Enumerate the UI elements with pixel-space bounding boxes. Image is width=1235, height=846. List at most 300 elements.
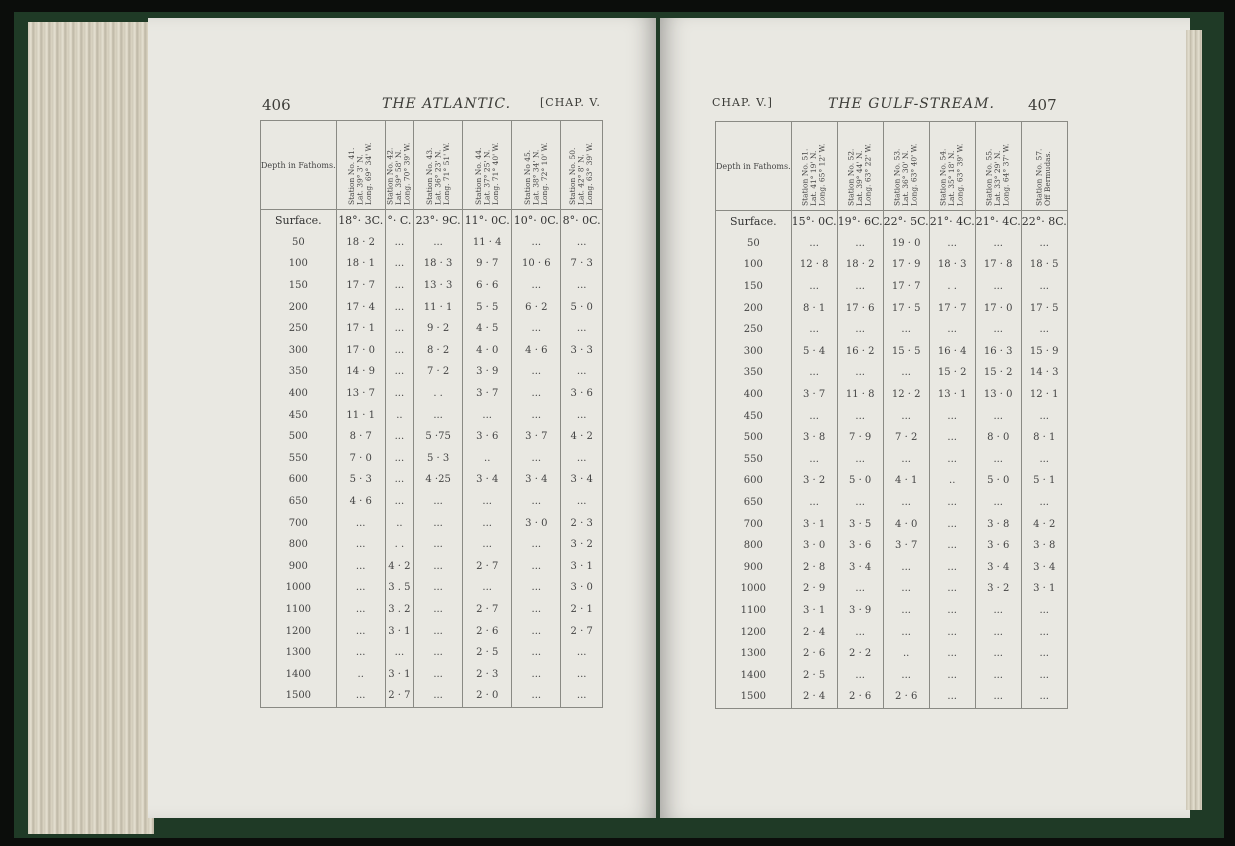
depth-cell: 250	[261, 318, 337, 340]
table-row	[261, 361, 603, 383]
temperature-cell: ...	[929, 600, 975, 622]
temperature-cell: ...	[791, 276, 837, 298]
depth-cell: 350	[261, 361, 337, 383]
temperature-cell: 3 · 1	[385, 620, 413, 642]
temperature-cell: 2 · 6	[837, 686, 883, 708]
station-column-header	[512, 121, 561, 210]
temperature-cell: 9 · 7	[463, 253, 512, 275]
temperature-cell: 4 · 6	[336, 491, 385, 513]
depth-cell: 800	[716, 535, 792, 557]
temperature-cell: 2 · 2	[837, 643, 883, 665]
table-row	[716, 664, 1068, 686]
station-column-header	[883, 122, 929, 211]
table-row	[261, 620, 603, 642]
temperature-cell: 19 · 0	[883, 233, 929, 255]
temperature-cell: 3 · 4	[837, 557, 883, 579]
table-row	[261, 318, 603, 340]
temperature-cell: 9 · 2	[414, 318, 463, 340]
table-row	[261, 210, 603, 232]
temperature-cell: ...	[975, 276, 1021, 298]
temperature-cell: ...	[975, 492, 1021, 514]
temperature-cell: 4 · 2	[1021, 513, 1067, 535]
temperature-cell: ...	[463, 512, 512, 534]
temperature-cell: 19°· 6C.	[837, 211, 883, 233]
temperature-cell: ...	[336, 620, 385, 642]
temperature-cell: 17 · 0	[336, 340, 385, 362]
temperature-cell: ...	[1021, 449, 1067, 471]
table-row	[716, 276, 1068, 298]
left-running-title: THE ATLANTIC.	[382, 96, 512, 112]
temperature-cell: 11°· 0C.	[463, 210, 512, 232]
temperature-cell: 3 · 1	[1021, 578, 1067, 600]
station-header-line: Lat. 41° 19' N.	[808, 150, 818, 206]
temperature-cell: ...	[385, 361, 413, 383]
temperature-cell: 10 · 6	[512, 253, 561, 275]
temperature-cell: ...	[463, 577, 512, 599]
temperature-cell: ...	[929, 535, 975, 557]
table-row	[261, 491, 603, 513]
temperature-cell: 18 · 1	[336, 253, 385, 275]
depth-cell: 150	[716, 276, 792, 298]
temperature-cell: 3 · 1	[791, 513, 837, 535]
station-header-line: Long. 63° 40' W.	[909, 143, 919, 206]
temperature-cell: ...	[883, 492, 929, 514]
temperature-cell: 17 · 8	[975, 254, 1021, 276]
depth-cell: 500	[261, 426, 337, 448]
depth-cell: 800	[261, 534, 337, 556]
temperature-cell: ...	[512, 448, 561, 470]
temperature-cell: 7 · 9	[837, 427, 883, 449]
station-header-line: Station No. 54.	[938, 148, 948, 206]
temperature-cell: 17 · 0	[975, 297, 1021, 319]
station-header-line: Long. 72° 10' W.	[539, 142, 549, 205]
station-column-header	[837, 122, 883, 211]
station-header-line: Long. 71° 51' W.	[441, 142, 451, 205]
table-row	[716, 643, 1068, 665]
temperature-cell: ...	[791, 233, 837, 255]
temperature-cell: 3 · 2	[561, 534, 603, 556]
table-header-row	[716, 122, 1068, 211]
station-header-line: Off Bermudas.	[1043, 151, 1053, 206]
table-row	[716, 405, 1068, 427]
temperature-cell: ...	[561, 404, 603, 426]
table-row	[716, 686, 1068, 708]
temperature-cell: 7 · 3	[561, 253, 603, 275]
temperature-cell: ...	[336, 685, 385, 707]
depth-column-header: Depth in Fathoms.	[716, 122, 792, 211]
temperature-cell: ...	[512, 404, 561, 426]
temperature-cell: ...	[336, 577, 385, 599]
temperature-cell: 16 · 2	[837, 341, 883, 363]
temperature-cell: ...	[929, 492, 975, 514]
temperature-cell: 3 · 1	[561, 556, 603, 578]
table-row	[716, 362, 1068, 384]
table-row	[261, 469, 603, 491]
temperature-cell: ...	[561, 361, 603, 383]
station-header-line: Lat. 39° 3' N.	[355, 154, 365, 205]
temperature-cell: ...	[336, 599, 385, 621]
temperature-cell: 15 · 5	[883, 341, 929, 363]
temperature-cell: 22°· 8C.	[1021, 211, 1067, 233]
temperature-cell: 22°· 5C.	[883, 211, 929, 233]
station-header-line: Lat. 35° 18' N.	[946, 150, 956, 206]
table-row	[716, 535, 1068, 557]
temperature-cell: 17 · 7	[929, 297, 975, 319]
temperature-cell: ...	[414, 642, 463, 664]
station-column-header	[929, 122, 975, 211]
temperature-cell: 12 · 1	[1021, 384, 1067, 406]
temperature-cell: ...	[929, 449, 975, 471]
temperature-cell: 2 · 3	[561, 512, 603, 534]
station-header-line: Station No. 44.	[473, 147, 483, 205]
temperature-cell: ...	[512, 577, 561, 599]
table-row	[716, 578, 1068, 600]
temperature-cell: ...	[512, 685, 561, 707]
depth-cell: 450	[716, 405, 792, 427]
temperature-cell: ...	[837, 276, 883, 298]
depth-cell: 400	[261, 383, 337, 405]
temperature-cell: ...	[385, 642, 413, 664]
temperature-cell: 7 · 2	[414, 361, 463, 383]
depth-cell: 900	[716, 557, 792, 579]
temperature-cell: ...	[561, 685, 603, 707]
temperature-cell: 8 · 7	[336, 426, 385, 448]
temperature-cell: ...	[1021, 276, 1067, 298]
station-header-line: Station No. 57.	[1034, 148, 1044, 206]
temperature-cell: 18 · 2	[837, 254, 883, 276]
temperature-cell: ...	[414, 663, 463, 685]
temperature-cell: 4 · 1	[883, 470, 929, 492]
temperature-cell: ...	[837, 319, 883, 341]
table-row	[261, 599, 603, 621]
table-row	[716, 233, 1068, 255]
table-row	[716, 319, 1068, 341]
temperature-cell: ...	[414, 232, 463, 254]
temperature-cell: ...	[837, 449, 883, 471]
table-row	[716, 384, 1068, 406]
station-header-line: Station No. 42.	[385, 147, 395, 205]
temperature-cell: 8°· 0C.	[561, 210, 603, 232]
temperature-cell: 2 · 3	[463, 663, 512, 685]
temperature-cell: ...	[791, 492, 837, 514]
table-row	[716, 492, 1068, 514]
temperature-cell: ...	[837, 405, 883, 427]
station-header-line: Long. 71° 40' W.	[490, 142, 500, 205]
depth-cell: 50	[716, 233, 792, 255]
temperature-cell: °· C.	[385, 210, 413, 232]
temperature-cell: ...	[929, 643, 975, 665]
temperature-cell: 8 · 2	[414, 340, 463, 362]
right-page-number: 407	[1028, 96, 1057, 114]
temperature-cell: ...	[975, 405, 1021, 427]
table-row	[261, 253, 603, 275]
temperature-cell: 21°· 4C.	[929, 211, 975, 233]
temperature-cell: ...	[1021, 492, 1067, 514]
temperature-cell: . .	[385, 534, 413, 556]
table-row	[261, 275, 603, 297]
temperature-cell: ...	[791, 319, 837, 341]
temperature-cell: 3 · 0	[561, 577, 603, 599]
temperature-cell: ..	[385, 404, 413, 426]
depth-cell: 200	[261, 296, 337, 318]
depth-cell: 1500	[716, 686, 792, 708]
temperature-cell: ...	[414, 404, 463, 426]
temperature-cell: ...	[512, 599, 561, 621]
station-header-line: Station No. 41.	[346, 147, 356, 205]
depth-cell: 1100	[716, 600, 792, 622]
depth-cell: 150	[261, 275, 337, 297]
temperature-cell: 3 · 4	[1021, 557, 1067, 579]
temperature-cell: ...	[414, 685, 463, 707]
right-running-title: THE GULF-STREAM.	[828, 96, 995, 112]
temperature-cell: 3 . 2	[385, 599, 413, 621]
temperature-cell: ...	[414, 577, 463, 599]
temperature-cell: ...	[414, 599, 463, 621]
station-header-line: Long. 63° 39' W.	[955, 143, 965, 206]
temperature-cell: ...	[975, 643, 1021, 665]
station-column-header	[336, 121, 385, 210]
temperature-cell: 8 · 1	[791, 297, 837, 319]
depth-cell: 600	[261, 469, 337, 491]
temperature-cell: ...	[791, 449, 837, 471]
right-chapter-label: CHAP. V.]	[712, 96, 773, 109]
temperature-cell: ...	[336, 642, 385, 664]
temperature-cell: 2 · 6	[883, 686, 929, 708]
station-column-header	[414, 121, 463, 210]
temperature-cell: ...	[883, 449, 929, 471]
depth-cell: Surface.	[716, 211, 792, 233]
temperature-cell: ...	[929, 557, 975, 579]
table-row	[261, 685, 603, 707]
page-edges-right	[1186, 30, 1202, 810]
station-header-line: Long. 63° 39' W.	[584, 142, 594, 205]
temperature-cell: ...	[883, 405, 929, 427]
temperature-cell: 2 · 7	[463, 556, 512, 578]
temperature-cell: ...	[929, 513, 975, 535]
temperature-cell: 3 · 4	[512, 469, 561, 491]
temperature-cell: ...	[385, 253, 413, 275]
temperature-cell: 6 · 2	[512, 296, 561, 318]
table-row	[716, 470, 1068, 492]
temperature-cell: ...	[385, 469, 413, 491]
temperature-cell: ..	[929, 470, 975, 492]
temperature-cell: 17 · 5	[883, 297, 929, 319]
station-header-line: Lat. 42° 8' N.	[576, 154, 586, 205]
temperature-cell: 3 · 7	[883, 535, 929, 557]
temperature-cell: 12 · 2	[883, 384, 929, 406]
temperature-cell: 2 · 0	[463, 685, 512, 707]
temperature-cell: 3 . 5	[385, 577, 413, 599]
temperature-cell: ...	[512, 383, 561, 405]
temperature-cell: ...	[929, 664, 975, 686]
temperature-cell: 2 · 7	[385, 685, 413, 707]
temperature-cell: 2 · 5	[463, 642, 512, 664]
depth-cell: 1300	[716, 643, 792, 665]
temperature-cell: ...	[385, 383, 413, 405]
temperature-cell: 3 · 6	[463, 426, 512, 448]
temperature-cell: 5 ·75	[414, 426, 463, 448]
temperature-cell: 5 · 0	[837, 470, 883, 492]
temperature-cell: ...	[336, 512, 385, 534]
temperature-cell: 2 · 1	[561, 599, 603, 621]
temperature-cell: ...	[929, 621, 975, 643]
table-row	[716, 254, 1068, 276]
table-row	[716, 600, 1068, 622]
temperature-cell: 12 · 8	[791, 254, 837, 276]
temperature-cell: ...	[561, 491, 603, 513]
temperature-cell: ...	[561, 663, 603, 685]
temperature-cell: ...	[1021, 643, 1067, 665]
temperature-cell: ..	[385, 512, 413, 534]
temperature-cell: ...	[512, 620, 561, 642]
temperature-cell: 4 · 0	[883, 513, 929, 535]
temperature-cell: ...	[512, 663, 561, 685]
temperature-cell: 14 · 9	[336, 361, 385, 383]
temperature-cell: 23°· 9C.	[414, 210, 463, 232]
temperature-cell: ...	[512, 361, 561, 383]
temperature-cell: 13 · 1	[929, 384, 975, 406]
temperature-cell: ...	[512, 556, 561, 578]
temperature-cell: 3 · 0	[512, 512, 561, 534]
temperature-cell: ...	[385, 318, 413, 340]
depth-cell: 650	[716, 492, 792, 514]
temperature-cell: 2 · 4	[791, 621, 837, 643]
temperature-cell: 3 · 6	[975, 535, 1021, 557]
temperature-cell: 2 · 4	[791, 686, 837, 708]
temperature-cell: 16 · 4	[929, 341, 975, 363]
temperature-cell: 2 · 6	[791, 643, 837, 665]
depth-column-header: Depth in Fathoms.	[261, 121, 337, 210]
depth-cell: 100	[261, 253, 337, 275]
temperature-cell: ...	[561, 642, 603, 664]
temperature-cell: 17 · 1	[336, 318, 385, 340]
station-column-header	[975, 122, 1021, 211]
temperature-cell: 2 · 8	[791, 557, 837, 579]
depth-cell: 1200	[716, 621, 792, 643]
temperature-cell: 11 · 1	[336, 404, 385, 426]
temperature-cell: 5 · 3	[336, 469, 385, 491]
temperature-cell: ...	[385, 448, 413, 470]
temperature-cell: ...	[837, 362, 883, 384]
temperature-cell: 18 · 3	[929, 254, 975, 276]
temperature-cell: 3 · 5	[837, 513, 883, 535]
table-row	[261, 296, 603, 318]
station-column-header	[463, 121, 512, 210]
station-column-header	[1021, 122, 1067, 211]
temperature-cell: ...	[336, 556, 385, 578]
temperature-cell: 13 · 3	[414, 275, 463, 297]
table-row	[716, 297, 1068, 319]
temperature-cell: 3 · 4	[463, 469, 512, 491]
station-column-header	[791, 122, 837, 211]
station-header-line: Lat. 39° 44' N.	[854, 150, 864, 206]
temperature-cell: ...	[414, 512, 463, 534]
temperature-cell: ...	[791, 405, 837, 427]
temperature-cell: ...	[512, 642, 561, 664]
temperature-cell: ...	[1021, 405, 1067, 427]
temperature-cell: 18 · 5	[1021, 254, 1067, 276]
temperature-cell: ...	[929, 686, 975, 708]
temperature-cell: ...	[385, 340, 413, 362]
temperature-cell: 17 · 7	[336, 275, 385, 297]
temperature-cell: 5 · 5	[463, 296, 512, 318]
temperature-cell: 3 · 4	[975, 557, 1021, 579]
table-row	[716, 341, 1068, 363]
temperature-cell: ...	[883, 319, 929, 341]
table-row	[716, 427, 1068, 449]
temperature-cell: 2 · 5	[791, 664, 837, 686]
temperature-cell: ...	[975, 319, 1021, 341]
depth-cell: 550	[261, 448, 337, 470]
temperature-cell: ...	[414, 491, 463, 513]
depth-cell: 100	[716, 254, 792, 276]
temperature-cell: ...	[1021, 600, 1067, 622]
temperature-cell: ...	[463, 534, 512, 556]
table-row	[261, 663, 603, 685]
temperature-cell: 3 · 6	[561, 383, 603, 405]
station-header-line: Lat. 36° 30' N.	[900, 150, 910, 206]
temperature-cell: ...	[512, 232, 561, 254]
station-header-line: Station No 45.	[522, 149, 532, 205]
temperature-cell: ...	[929, 578, 975, 600]
temperature-cell: 13 · 7	[336, 383, 385, 405]
temperature-cell: 7 · 2	[883, 427, 929, 449]
temperature-cell: ...	[837, 492, 883, 514]
temperature-cell: ...	[929, 427, 975, 449]
temperature-cell: 4 · 0	[463, 340, 512, 362]
temperature-cell: 3 · 8	[791, 427, 837, 449]
temperature-cell: 4 · 6	[512, 340, 561, 362]
table-row	[261, 340, 603, 362]
depth-cell: 300	[716, 341, 792, 363]
temperature-cell: 3 · 9	[463, 361, 512, 383]
depth-cell: 300	[261, 340, 337, 362]
station-header-line: Station No. 51.	[800, 148, 810, 206]
station-header-line: Station No. 52.	[846, 148, 856, 206]
temperature-cell: 17 · 6	[837, 297, 883, 319]
station-header-line: Lat. 37° 25' N.	[481, 149, 491, 205]
station-header-line: Station No. 53.	[892, 148, 902, 206]
table-row	[261, 642, 603, 664]
temperature-cell: 15°· 0C.	[791, 211, 837, 233]
station-header-line: Lat. 39° 58' N.	[394, 149, 404, 205]
temperature-cell: 15 · 2	[975, 362, 1021, 384]
station-header-line: Lat. 36° 23' N.	[432, 149, 442, 205]
temperature-cell: 2 · 7	[561, 620, 603, 642]
temperature-cell: 15 · 2	[929, 362, 975, 384]
temperature-cell: ...	[385, 232, 413, 254]
temperature-cell: ...	[975, 233, 1021, 255]
temperature-cell: 3 · 2	[975, 578, 1021, 600]
temperature-cell: 3 · 3	[561, 340, 603, 362]
table-row	[261, 534, 603, 556]
temperature-cell: ...	[883, 362, 929, 384]
depth-cell: 700	[261, 512, 337, 534]
temperature-cell: ...	[414, 534, 463, 556]
temperature-cell: 3 · 6	[837, 535, 883, 557]
table-header-row	[261, 121, 603, 210]
temperature-cell: ...	[463, 491, 512, 513]
depth-cell: 1400	[261, 663, 337, 685]
table-row	[261, 512, 603, 534]
temperature-cell: 4 · 2	[385, 556, 413, 578]
temperature-cell: 5 · 0	[561, 296, 603, 318]
temperature-cell: ..	[336, 663, 385, 685]
temperature-cell: ...	[837, 233, 883, 255]
temperature-cell: 7 · 0	[336, 448, 385, 470]
temperature-cell: 21°· 4C.	[975, 211, 1021, 233]
depth-cell: 1300	[261, 642, 337, 664]
